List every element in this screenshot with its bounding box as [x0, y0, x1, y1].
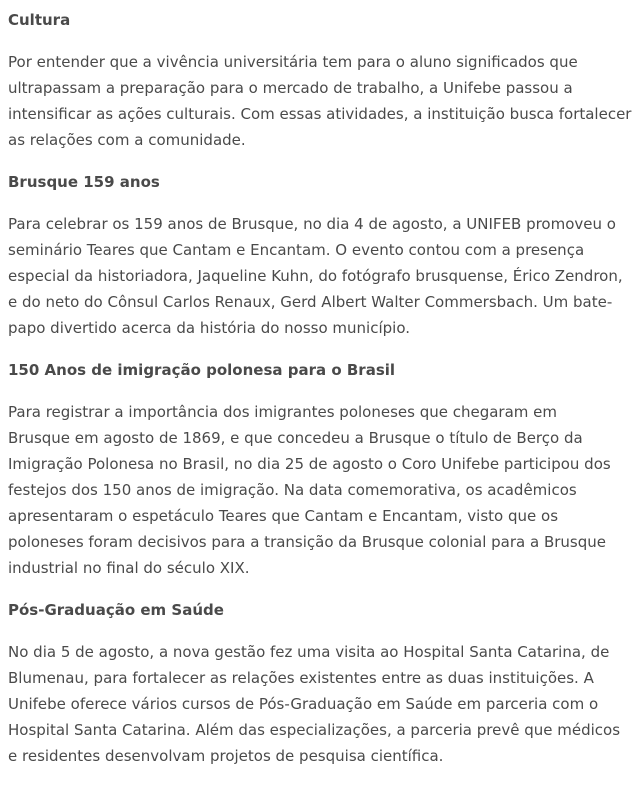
paragraph-line: Unifebe oferece vários cursos de Pós-Graduação em Saúde em parceria com o: [8, 695, 599, 713]
section-paragraph-cultura: [8, 49, 631, 153]
paragraph-line: No dia 5 de agosto, a nova gestão fez uma visita ao Hospital Santa Catarina, de: [8, 643, 610, 661]
paragraph-line: Por entender que a vivência universitária tem para o aluno significados que: [8, 53, 578, 71]
section-title-brusque-159-anos: Brusque 159 anos: [8, 173, 160, 191]
paragraph-line: papo divertido acerca da história do nosso município.: [8, 319, 410, 337]
section-title-pos-graduacao-saude: Pós-Graduação em Saúde: [8, 601, 224, 619]
paragraph-line: apresentaram o espetáculo Teares que Cantam e Encantam, visto que os: [8, 507, 559, 525]
section-title-imigracao-polonesa: 150 Anos de imigração polonesa para o Brasil: [8, 361, 396, 379]
paragraph-line: poloneses foram decisivos para a transição da Brusque colonial para a Brusque: [8, 533, 606, 551]
paragraph-line: Blumenau, para fortalecer as relações existentes entre as duas instituições. A: [8, 669, 594, 687]
section-paragraph-brusque-159-anos: [8, 211, 623, 341]
section-paragraph-pos-graduacao-saude: [8, 639, 620, 769]
paragraph-line: ultrapassam a preparação para o mercado de trabalho, a Unifebe passou a: [8, 79, 573, 97]
section-title-cultura: Cultura: [8, 11, 71, 29]
paragraph-line: especial da historiadora, Jaqueline Kuhn, do fotógrafo brusquense, Érico Zendron,: [8, 267, 623, 285]
paragraph-line: festejos dos 150 anos de imigração. Na data comemorativa, os acadêmicos: [8, 481, 577, 499]
section-paragraph-imigracao-polonesa: [8, 399, 611, 581]
paragraph-line: seminário Teares que Cantam e Encantam. O evento contou com a presença: [8, 241, 585, 259]
paragraph-line: as relações com a comunidade.: [8, 131, 246, 149]
paragraph-line: Para celebrar os 159 anos de Brusque, no dia 4 de agosto, a UNIFEB promoveu o: [8, 215, 616, 233]
paragraph-line: Hospital Santa Catarina. Além das especializações, a parceria prevê que médicos: [8, 721, 621, 739]
paragraph-line: intensificar as ações culturais. Com essas atividades, a instituição busca fortalecer: [8, 105, 632, 123]
paragraph-line: Para registrar a importância dos imigrantes poloneses que chegaram em: [8, 403, 558, 421]
paragraph-line: e residentes desenvolvam projetos de pesquisa científica.: [8, 747, 444, 765]
paragraph-line: e do neto do Cônsul Carlos Renaux, Gerd Albert Walter Commersbach. Um bate-: [8, 293, 613, 311]
paragraph-line: Brusque em agosto de 1869, e que concedeu a Brusque o título de Berço da: [8, 429, 583, 447]
paragraph-line: Imigração Polonesa no Brasil, no dia 25 de agosto o Coro Unifebe participou dos: [8, 455, 611, 473]
paragraph-line: industrial no final do século XIX.: [8, 559, 250, 577]
